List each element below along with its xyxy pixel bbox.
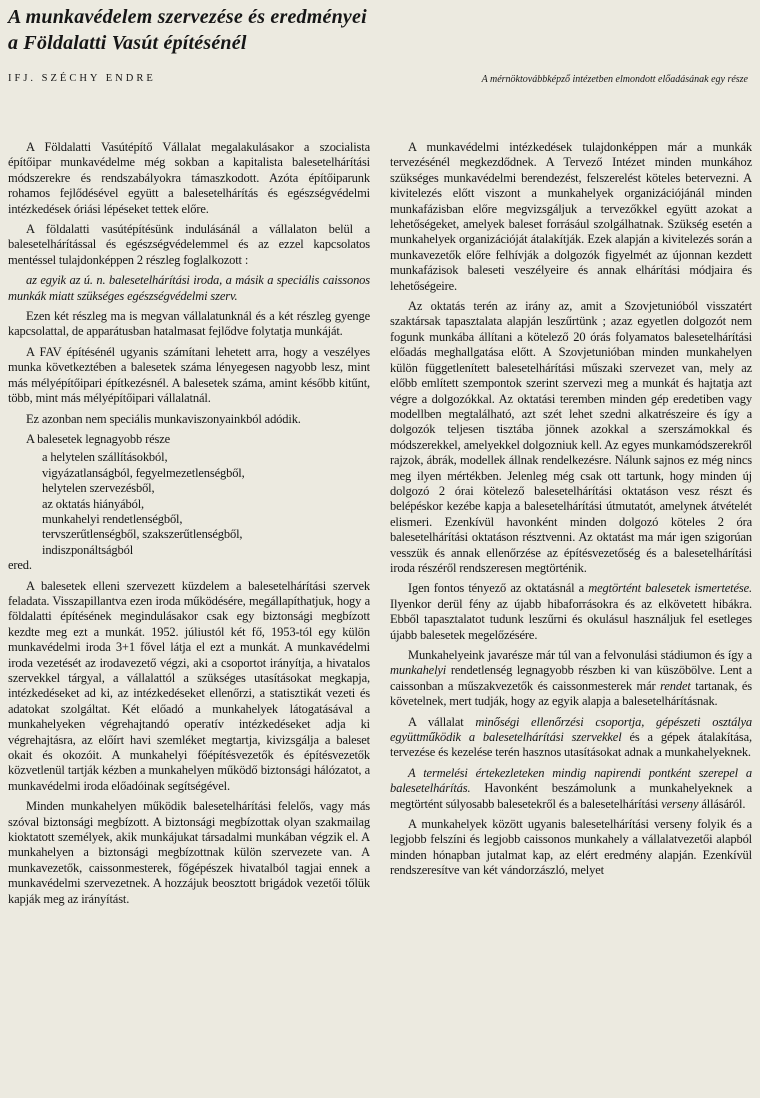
paragraph: A munkavédelmi intézkedések tulajdonképpen már a munkák tervezésénél megkezdődnek. A Tervező Intézet minden munkához szükséges munkavédelmi berendezést, felszerelést köteles betervezni. A kivitelezés előtt viszont a munkahelyek organizációjánál minden munkafázisban előre megvizsgáljuk a tervezőkkel együtt azokat a lehetőségeket, amelyek baleset forrásául szolgálhatnak. Szükség esetén a munkahelyek organizációját átalakítják. Ezek alapján a kivitelezés során a munkavezetők előre felhívják a dolgozók figyelmét az újonnan kezdett munkafázisok baleseti veszélyeire és annak elhárítási módjaira és lehetőségeire. [390, 140, 752, 293]
paragraph: A balesetek legnagyobb része [26, 431, 171, 446]
cause-list [8, 450, 370, 558]
left-column [8, 140, 370, 1092]
text-run: A vállalat [408, 714, 464, 729]
list-item: a helytelen szállításokból, [42, 450, 168, 465]
emphasis: munkahelyi [390, 663, 447, 678]
paragraph: Ezen két részleg ma is megvan vállalatunknál és a két részleg gyenge kapcsolattal, de apparátusban hatalmasat fejlődve folytatja munkáját. [8, 309, 370, 339]
paragraph: A Földalatti Vasútépítő Vállalat megalakulásakor a szocialista építőipar munkavédelme még sokban a kapitalista balesetelhárítási módszerekre és rendszabályokra támaszkodott. Azóta építőiparunk rohamos fejlődésével együtt a balesetelhárítás és egészségvédelmi intézkedések óriási lépéseket tettek előre. [8, 140, 370, 216]
title-line-1: A munkavédelem szervezése és eredményei [8, 6, 367, 28]
text-run: Munkahelyeink javarésze már túl van a felvonulási stádiumon és így a [408, 648, 752, 662]
text-run: állásáról. [701, 796, 746, 811]
emphasis: verseny [661, 796, 699, 811]
list-item: munkahelyi rendetlenségből, [42, 511, 183, 526]
paragraph: Az oktatás terén az irány az, amit a Szovjetunióból visszatért szaktársak tapasztalata alapján leszűrtünk ; azaz egyetlen dolgozót nem fogunk munkába állítani a kötelező 20 órás folyamatos balesetelhárítási előadás meghallgatása előtt. A Szovjetunióban minden munkahelyen külön függetlenített balesetelhárítási műszaki szervezet van, mely az előbb említett szempontok szerint szervezi meg a munkát és hajtatja azt végre a dolgozókkal. Az oktatási teremben minden gép eredetiben vagy modellben megtalálható, azt szét lehet szedni alkatrészeire és így a dolgozók teljesen tisztába jönnek azokkal a szerszámokkal és módszerekkel, amelyekkel dolgozniuk kell. Az egyes munkamódszerekről rajzok, ábrák, modellek állnak rendelkezésre. Nálunk sajnos ez még nincs meg ilyen mértékben. Jelenleg még csak ott tartunk, hogy minden új dolgozó 2 órai kötelező balesetelhárítási oktatáson vesz részt és belépéskor kezébe kapja a balesetelhárítási útmutatót, amelynek átvételét elismeri. Ezenkívül havonként minden dolgozó köteles 2 óra balesetelhárítási oktatáson résztvenni. Az oktatást ma már igen szigorúan vesszük és annak ellenőrzése az építésvezetőség és a balesetelhárítási iroda részéről rendszeresen megtörténik. [390, 299, 752, 575]
text-run: tartanak, és követelnek, mert tudják, hogy az egyik alapja a balesetelhárításnak. [390, 678, 752, 709]
title-line-2: a Földalatti Vasút építésénél [8, 32, 247, 54]
text-run: Ilyenkor derül fény az újabb hibaforrásokra és az elkövetett hibákra. Ebből tapasztalatot tudunk leszűrni és okulásul használjuk fel esetleges újabb balesetek megelőzésére. [390, 596, 752, 642]
list-item: tervszerűtlenségből, szakszerűtlenségből, [42, 527, 243, 542]
list-item: helytelen szervezésből, [42, 481, 155, 496]
list-item: indiszponáltságból [42, 542, 134, 557]
list-item: az oktatás hiányából, [42, 496, 145, 511]
italic-paragraph: az egyik az ú. n. balesetelhárítási iroda, a másik a speciális caissonos munkák miatt szükséges egészségvédelmi szerv. [8, 273, 370, 303]
text-run: és a gépek átalakítása, tervezése és kezelése terén hasznos utasításokat adnak a munkahelyeknek. [390, 730, 752, 760]
paragraph: Minden munkahelyen működik balesetelhárítási felelős, vagy más szóval biztonsági megbízott. A biztonsági megbízottak olyan szakmailag kioktatott személyek, akik munkájukat társadalmi munkában végzik el. A munkahelyen a biztonsági megbízottnak külön szervezete van. A munkavezetők, caissonmesterek, főgépészek hivatalból tagjai ennek a munkavédelmi szervezetnek. A hozzájuk beosztott brigádok vezetői tőlük kapják meg az irányítást. [8, 799, 370, 906]
paragraph [390, 766, 752, 812]
article-title [8, 4, 748, 56]
emphasis: minőségi ellenőrzési csoportja, gépészeti osztálya együttműködik a balesetelhárítási szervekkel [390, 714, 752, 745]
right-column [390, 140, 752, 1092]
paragraph [390, 648, 752, 710]
paragraph: Ez azonban nem speciális munkaviszonyainkból adódik. [26, 411, 301, 426]
author-name: IFJ. SZÉCHY ENDRE [8, 73, 156, 84]
text-run: rendetlenség legnagyobb részben ki van küszöbölve. Lent a caissonban a műszakvezetők és caissonmesterek már [390, 663, 752, 693]
subtitle-note: A mérnöktovábbképző intézetben elmondott előadásának egy része [481, 74, 748, 85]
byline [8, 72, 752, 88]
emphasis: A termelési értekezleteken mindig napirendi pontként szerepel a balesetelhárítás. [390, 765, 752, 796]
paragraph: ered. [8, 558, 32, 573]
paragraph: A balesetek elleni szervezett küzdelem a balesetelhárítási szervek feladata. Visszapillantva ezen iroda működésére, megállapíthatjuk, hogy a földalatti építésének megindulásakor csak egy biztonsági megbízott kezdte meg ezt a munkát. 1952. júliustól két fő, 1953-tól egy külön munkavédelmi iroda 3+1 fővel látja el ezt a munkát. A munkavédelmi iroda vezetését az irodavezető végzi, aki a csoportot irányítja, a hivatalos szervekkel tárgyal, a vállalattól a szükséges utasításokat megkapja, intézkedéseket ad ki, az intézkedéseket ellenőrzi, a statisztikát vezeti és adatokat szolgáltat. Két előadó a munkahelyek látogatásával a munkahelyeken végrehajtandó operatív intézkedéseket adja ki végrehajtásra, az előírt havi szemléket megtartja, kivizsgálja a baleset okait és okozóit. A munkahelyi főépítésvezetők és építésvezetők közvetlenül tartják kézben a munkahelyen működő biztonsági hálózatot, a munkavédelmi iroda előadóinak segítségével. [8, 578, 370, 793]
paragraph: A FAV építésénél ugyanis számítani lehetett arra, hogy a veszélyes munka következtében a balesetek száma lényegesen nagyobb lesz, mint más mélyépítőipari építkezésnél. A balesetek száma, amint később kitűnt, több, mint más mélyépítőipari vállalatnál. [8, 344, 370, 406]
paragraph [390, 581, 752, 643]
emphasis: megtörtént balesetek ismertetése. [588, 581, 752, 596]
paragraph: A földalatti vasútépítésünk indulásánál a vállalaton belül a balesetelhárítással és egészségvédelemmel és az ezzel kapcsolatos mentéssel tulajdonképpen 2 részleg foglalkozott : [8, 222, 370, 267]
text-run: Havonként beszámolunk a munkahelyeknek a megtörtént súlyosabb balesetekről és a balesetelhárítási [390, 781, 752, 811]
paragraph: A munkahelyek között ugyanis balesetelhárítási verseny folyik és a legjobb felszíni és legjobb caissonos munkahely a vállalatvezetői alapból minden hónapban jutalmat kap, az elért eredmény alapján. Ezenkívül rendszeresítve van két vándorzászló, melyet [390, 817, 752, 878]
emphasis: rendet [660, 678, 691, 693]
text-run: Igen fontos tényező az oktatásnál a [408, 581, 585, 596]
list-item: vigyázatlanságból, fegyelmezetlenségből, [42, 465, 245, 480]
paragraph [390, 715, 752, 761]
